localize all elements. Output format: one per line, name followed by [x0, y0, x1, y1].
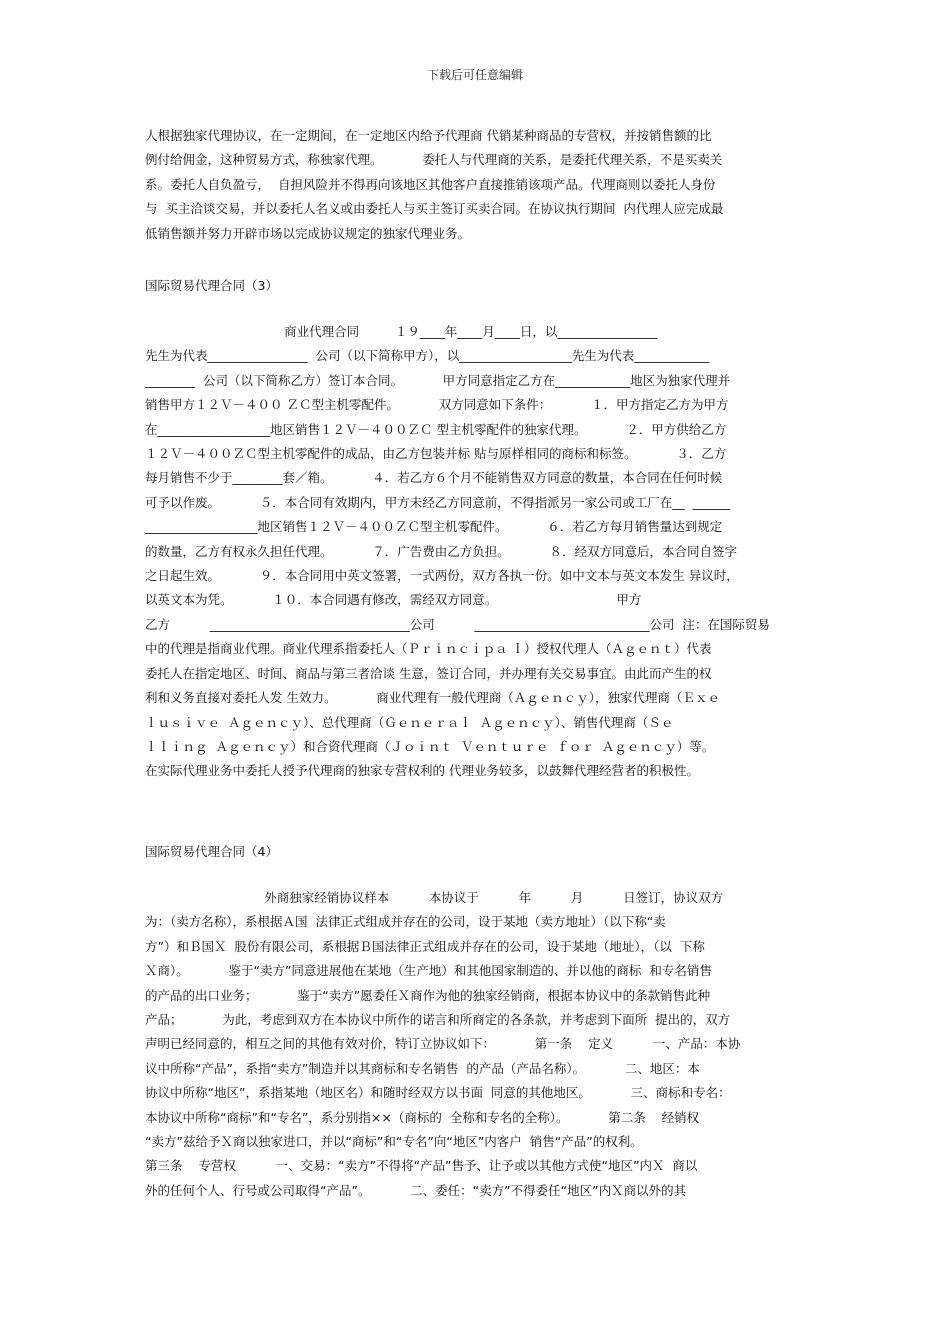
text-line: 以英文本为凭。 １０．本合同遇有修改，需经双方同意。 甲方: [145, 592, 642, 608]
text-line: 议中所称“产品”，系指“卖方”制造并以其商标和专名销售 的产品（产品名称）。 二、地区：本: [145, 1060, 700, 1076]
section-2-body: [145, 320, 810, 784]
text-line: “卖方”兹给予Ｘ商以独家进口，并以“商标”和“专名”向“地区”内客户 销售“产品”的权利。: [145, 1134, 643, 1150]
text-line: ________ 公司（以下简称乙方）签订本合同。 甲方同意指定乙方在____________地区为独家代理并: [145, 372, 731, 388]
text-line: 产品； 为此，考虑到双方在本协议中所作的诺言和所商定的各条款，并考虑到下面所 提出的，双方: [145, 1012, 731, 1028]
text-line: 本协议中所称“商标”和“专名”，系分别指××（商标的 全称和专名的全称）。 第二条 经销权: [145, 1109, 700, 1125]
text-line: 利和义务直接对委托人发 生效力。 商业代理有一般代理商（Ａｇｅｎｃｙ），独家代理商（Ｅｘｅ: [145, 690, 720, 706]
text-line: 在__________________地区销售１２Ｖ－４００ＺＣ 型主机零配件的独家代理。 ２．甲方供给乙方: [145, 421, 727, 437]
text-line: 之日起生效。 ９．本合同用中英文签署，一式两份，双方各执一份。如中文本与英文本发生 异议时，: [145, 568, 739, 584]
text-line: 外商独家经销协议样本 本协议于 年 月 日签订，协议双方: [145, 890, 724, 905]
section-3-body: [145, 886, 810, 1203]
text-line: Ｘ商）。 鉴于“卖方”同意进展他在某地（生产地）和其他国家制造的、并以他的商标 和专名销售: [145, 963, 712, 979]
text-line: 的产品的出口业务； 鉴于“卖方”愿委任Ｘ商作为他的独家经销商，根据本协议中的条款销售此种: [145, 987, 711, 1003]
text-line: 低销售额并努力开辟市场以完成协议规定的独家代理业务。: [145, 225, 471, 241]
text-line: 每月销售不少于________套／箱。 ４．若乙方６个月不能销售双方同意的数量，本合同在任何时候: [145, 470, 723, 486]
text-line: 商业代理合同 １９____年____月____日，以________________: [145, 324, 658, 339]
section-2-title: 国际贸易代理合同（3）: [145, 278, 278, 293]
text-line: 在实际代理业务中委托人授予代理商的独家专营权利的 代理业务较多，以鼓舞代理经营者的积极性。: [145, 763, 699, 779]
text-line: 先生为代表________________ 公司（以下简称甲方），以__________________先生为代表____________: [145, 348, 710, 364]
text-line: 外的任何个人、行号或公司取得“产品”。 二、委任：“卖方”不得委任“地区”内Ｘ商以外的其: [145, 1182, 687, 1198]
text-line: １２Ｖ－４００ＺＣ型主机零配件的成品，由乙方包装并标 贴与原样相同的商标和标签。 ３．乙方: [145, 446, 727, 462]
text-line: ｌｕｓｉｖｅ Ａｇｅｎｃｙ）、总代理商（Ｇｅｎｅｒａｌ Ａｇｅｎｃｙ）、销售代理商（Ｓｅ: [145, 714, 674, 730]
text-line: 与 买主洽谈交易，并以委托人名义或由委托人与买主签订买卖合同。在协议执行期间 内代理人应完成最: [145, 201, 724, 217]
text-line: 销售甲方１２Ｖ－４００ ＺＣ型主机零配件。 双方同意如下条件： １．甲方指定乙方为甲方: [145, 397, 729, 413]
text-line: 系。委托人自负盈亏， 自担风险并不得再向该地区其他客户直接推销该项产品。代理商则以委托人身份: [145, 176, 716, 192]
section-3-title: 国际贸易代理合同（4）: [145, 844, 278, 859]
text-line: 第三条 专营权 一、交易：“卖方”不得将“产品”售予、让予或以其他方式使“地区”内Ｘ 商以: [145, 1158, 698, 1174]
text-line: 委托人在指定地区、时间、商品与第三者洽谈 生意，签订合同，并办理有关交易事宜。由此而产生的权: [145, 665, 712, 681]
text-line: 中的代理是指商业代理。商业代理系指委托人（Ｐｒｉｎｃｉｐａ ｌ）授权代理人（Ａｇｅｎｔ）代表: [145, 641, 712, 657]
text-line: 例付给佣金，这种贸易方式，称独家代理。 委托人与代理商的关系，是委托代理关系，不是买卖关: [145, 152, 723, 168]
text-line: 人根据独家代理协议，在一定期间，在一定地区内给予代理商 代销某种商品的专营权，并按销售额的比: [145, 128, 712, 143]
text-line: 声明已经同意的，相互之间的其他有效对价，特订立协议如下： 第一条 定义 一、产品：本协: [145, 1036, 741, 1052]
text-line: __________________地区销售１２Ｖ－４００ＺＣ型主机零配件。 ６．若乙方每月销售量达到规定: [145, 519, 723, 535]
page-header-note: 下载后可任意编辑: [426, 68, 523, 82]
text-line: 的数量，乙方有权永久担任代理。 ７．广告费由乙方负担。 ８．经双方同意后，本合同自签字: [145, 543, 737, 559]
text-line: 方”）和Ｂ国Ｘ 股份有限公司，系根据Ｂ国法律正式组成并存在的公司，设于某地（地址），（以 下称: [145, 938, 705, 954]
text-line: 为：（卖方名称），系根据Ａ国 法律正式组成并存在的公司，设于某地（卖方地址）（以下称“卖: [145, 914, 666, 930]
text-line: ｌｌｉｎｇ Ａｇｅｎｃｙ）和合资代理商（Ｊｏｉｎｔ Ｖｅｎｔｕｒｅ ｆｏｒ Ａｇｅｎｃｙ）等。: [145, 738, 715, 754]
text-line: 可予以作废。 ５．本合同有效期内，甲方未经乙方同意前，不得指派另一家公司或工厂在__ ______: [145, 494, 731, 510]
text-line: 乙方 ________________________________公司 ____________________________公司 注：在国际贸易: [145, 616, 770, 632]
section-1-body: [145, 124, 810, 246]
text-line: 协议中所称“地区”，系指某地（地区名）和随时经双方以书面 同意的其他地区。 三、商标和专名：: [145, 1085, 731, 1101]
